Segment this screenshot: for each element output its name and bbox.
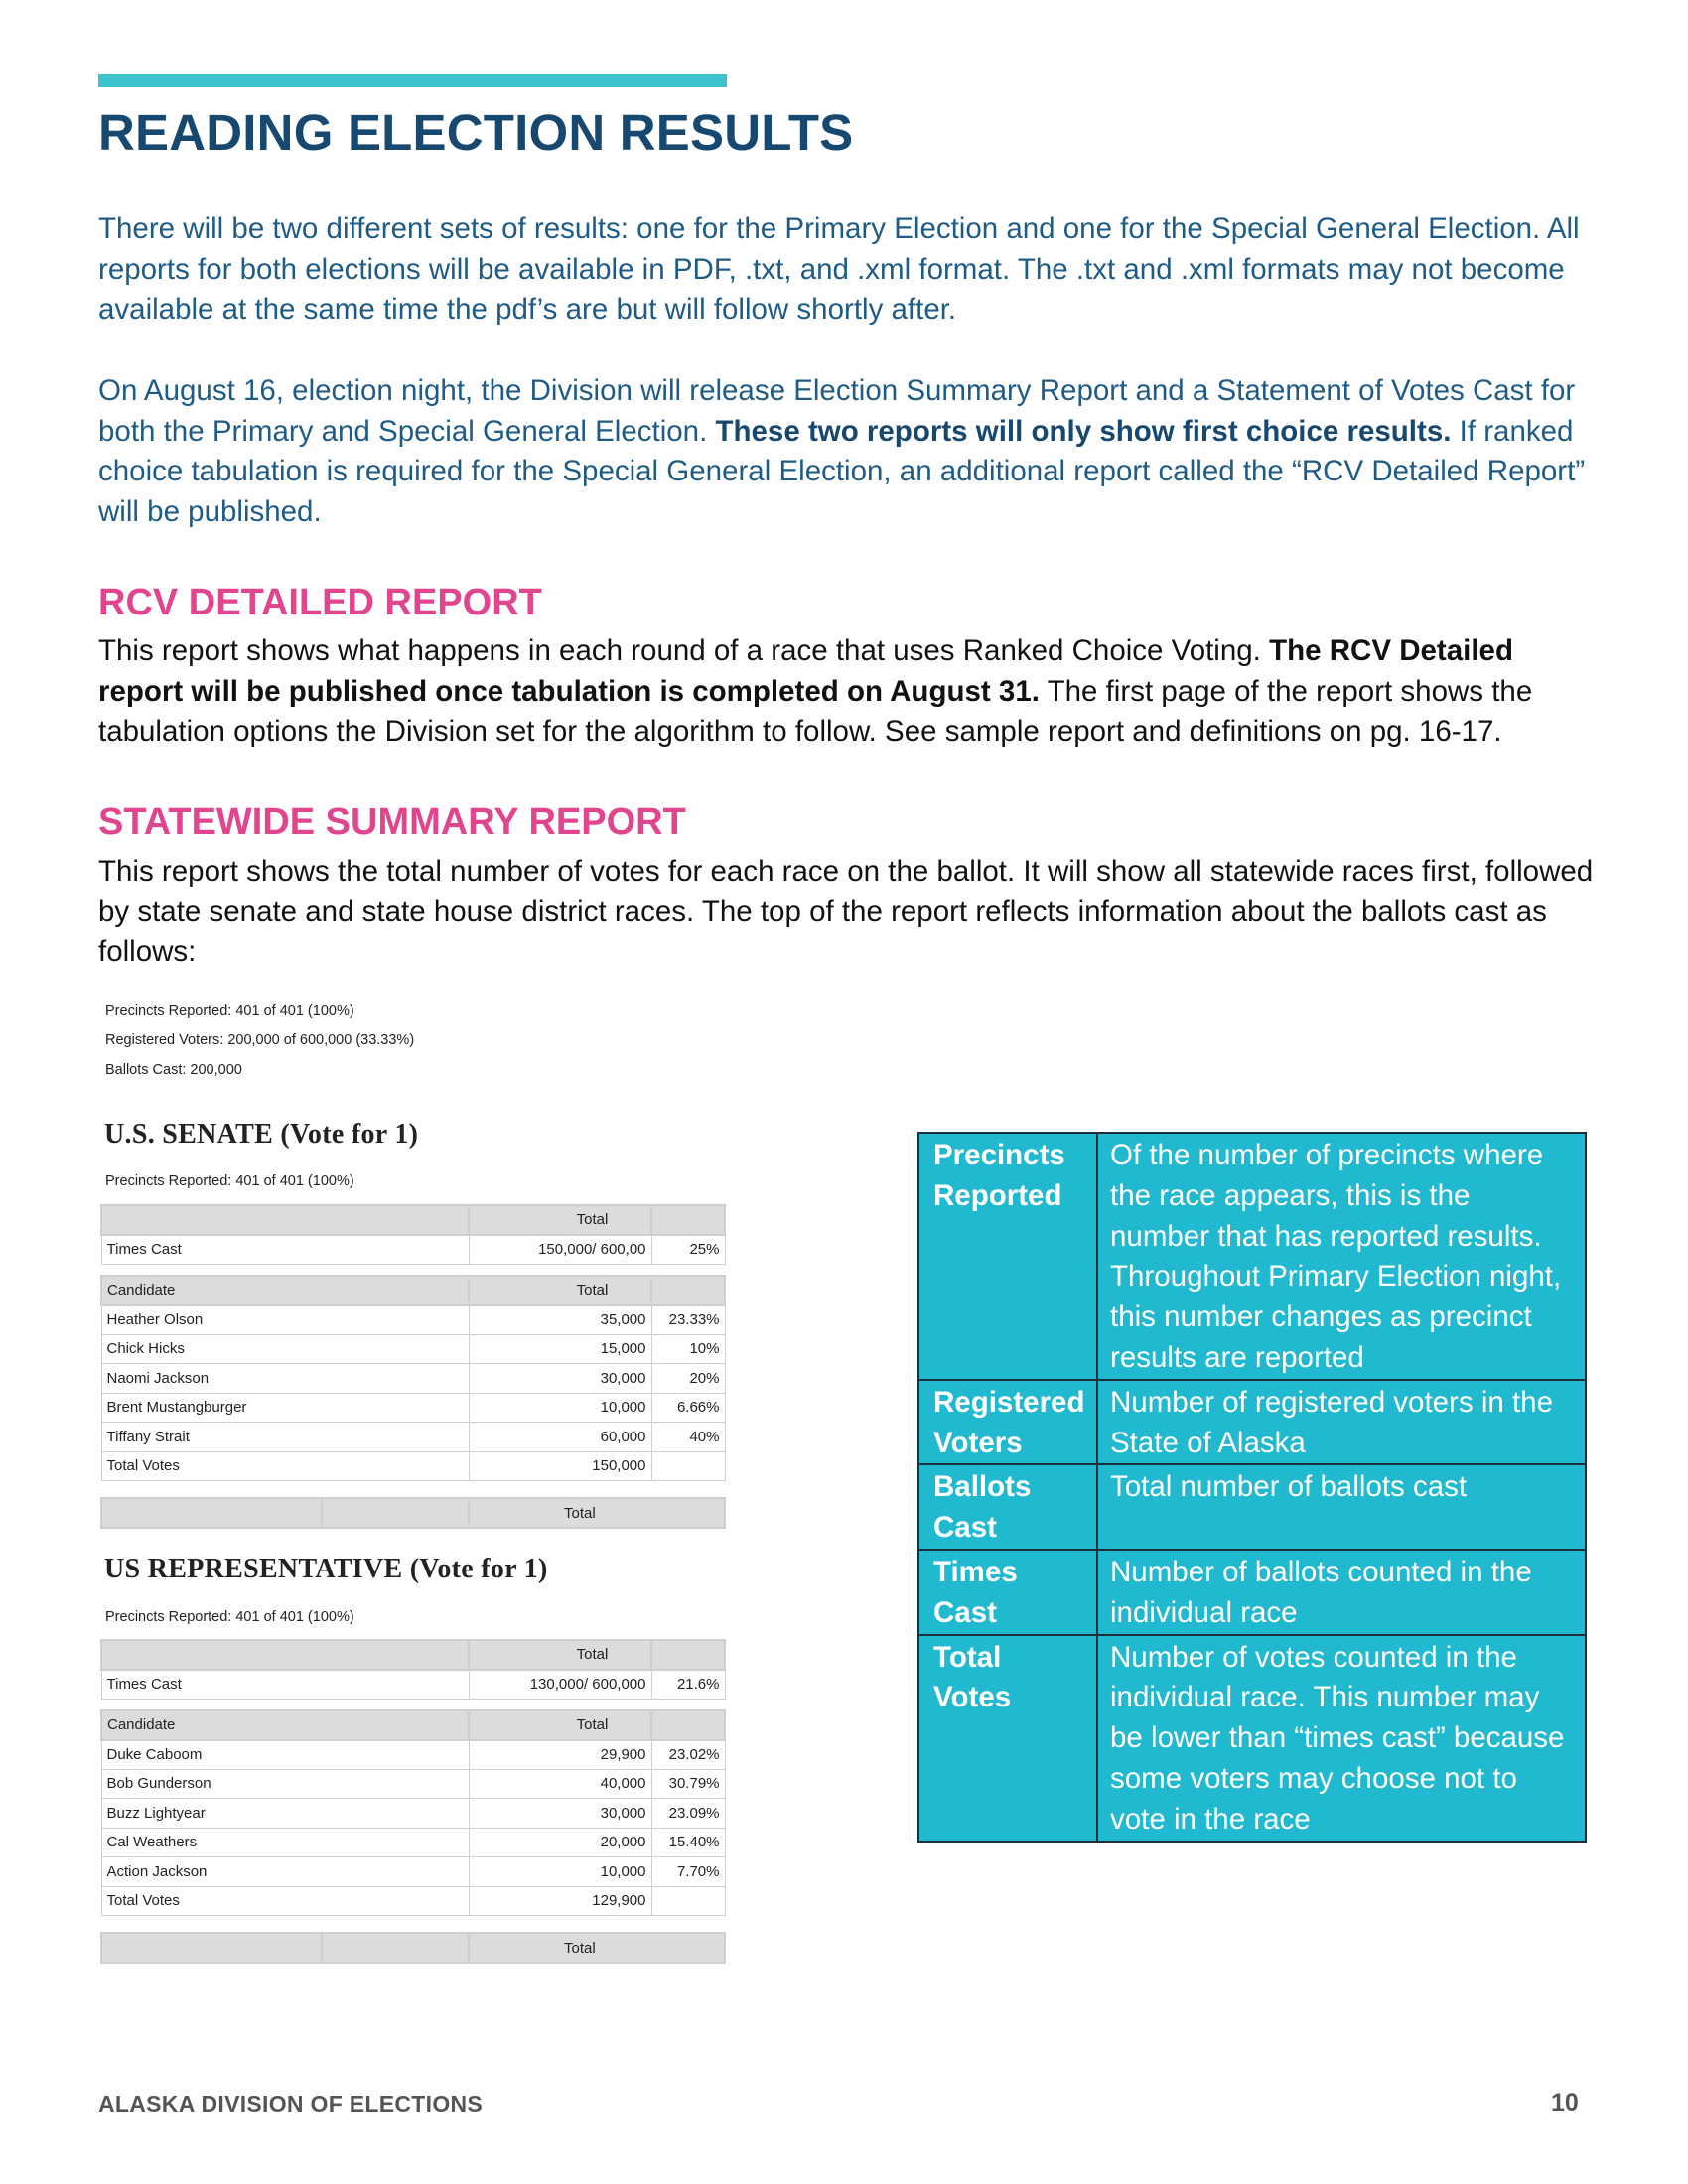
- report-registered-voters: Registered Voters: 200,000 of 600,000 (33.33%): [105, 1032, 415, 1048]
- footer-total-label: Total: [469, 1933, 725, 1963]
- candidate-name: Brent Mustangburger: [101, 1393, 469, 1423]
- candidate-pct: 23.02%: [651, 1740, 725, 1770]
- candidate-pct: 10%: [651, 1334, 725, 1364]
- race-footer-table: [100, 1497, 726, 1529]
- definition-desc: Number of registered voters in the State of Alaska: [1097, 1380, 1586, 1465]
- candidate-total: 20,000: [469, 1828, 651, 1857]
- summary-section-heading: STATEWIDE SUMMARY REPORT: [98, 801, 686, 843]
- definition-row: [918, 1550, 1586, 1635]
- definition-term: Ballots Cast: [918, 1464, 1097, 1550]
- candidate-pct: 40%: [651, 1423, 725, 1452]
- rcv-text-emphasis: The RCV Detailed report will be published once tabulation is completed on August 31.: [98, 634, 1513, 708]
- table-row: [101, 1334, 725, 1364]
- table-row: [101, 1828, 725, 1857]
- definition-desc: Number of votes counted in the individual race. This number may be lower than “times cast” because some voters may choose not to vote in the race: [1097, 1635, 1586, 1842]
- page-title: READING ELECTION RESULTS: [98, 104, 854, 161]
- definition-row: [918, 1133, 1586, 1380]
- definition-term: Precincts Reported: [918, 1133, 1097, 1380]
- race-results-table: [100, 1639, 726, 1916]
- table-row: [101, 1670, 725, 1700]
- page-number: 10: [1551, 2089, 1579, 2116]
- race-footer-table: [100, 1932, 726, 1964]
- race-title: US REPRESENTATIVE (Vote for 1): [104, 1554, 548, 1584]
- times-cast-value: 130,000/ 600,000: [469, 1670, 651, 1700]
- race-precincts: Precincts Reported: 401 of 401 (100%): [105, 1173, 354, 1189]
- table-row: [101, 1886, 725, 1916]
- col-header-total: Total: [469, 1205, 651, 1235]
- table-row: [101, 1305, 725, 1335]
- intro-paragraph-2: [98, 371, 1598, 532]
- table-row: [101, 1740, 725, 1770]
- times-cast-pct: 21.6%: [651, 1670, 725, 1700]
- candidate-name: Bob Gunderson: [101, 1769, 469, 1799]
- candidate-pct: 30.79%: [651, 1769, 725, 1799]
- table-row: [101, 1235, 725, 1265]
- definitions-table: [917, 1132, 1587, 1843]
- definition-row: [918, 1635, 1586, 1842]
- total-votes-value: 150,000: [469, 1451, 651, 1481]
- candidate-name: Duke Caboom: [101, 1740, 469, 1770]
- times-cast-pct: 25%: [651, 1235, 725, 1265]
- candidate-name: Action Jackson: [101, 1857, 469, 1887]
- candidate-pct: 23.33%: [651, 1305, 725, 1335]
- table-row: [101, 1799, 725, 1829]
- definition-desc: Total number of ballots cast: [1097, 1464, 1586, 1550]
- candidate-total: 29,900: [469, 1740, 651, 1770]
- report-precincts-reported: Precincts Reported: 401 of 401 (100%): [105, 1003, 354, 1019]
- candidate-pct: 20%: [651, 1364, 725, 1394]
- candidate-pct: 7.70%: [651, 1857, 725, 1887]
- candidate-pct: 6.66%: [651, 1393, 725, 1423]
- intro-p2-emphasis: These two reports will only show first choice results.: [715, 414, 1452, 448]
- footer-total-label: Total: [469, 1498, 725, 1528]
- candidate-total: 35,000: [469, 1305, 651, 1335]
- accent-bar: [98, 74, 727, 87]
- summary-section-text: This report shows the total number of votes for each race on the ballot. It will show all statewide races first, followed by state senate and state house district races. The top of the report reflects information about the ballots cast as follows:: [98, 855, 1594, 968]
- rcv-section-text: [98, 631, 1598, 752]
- times-cast-value: 150,000/ 600,00: [469, 1235, 651, 1265]
- rcv-text-b: The first page of the report shows the tabulation options the Division set for the algorithm to follow. See sample report and definitions on pg. 16-17.: [98, 674, 1533, 748]
- footer-org-name: ALASKA DIVISION OF ELECTIONS: [98, 2091, 484, 2116]
- total-votes-label: Total Votes: [101, 1451, 469, 1481]
- candidate-name: Buzz Lightyear: [101, 1799, 469, 1829]
- candidate-name: Heather Olson: [101, 1305, 469, 1335]
- col-header-total: Total: [469, 1640, 651, 1670]
- definition-term: Times Cast: [918, 1550, 1097, 1635]
- definition-desc: Of the number of precincts where the race appears, this is the number that has reported results. Throughout Primary Election night, this number changes as precinct results are reported: [1097, 1133, 1586, 1380]
- definition-row: [918, 1380, 1586, 1465]
- candidate-total: 10,000: [469, 1857, 651, 1887]
- rcv-section-heading: RCV DETAILED REPORT: [98, 582, 542, 623]
- candidate-name: Chick Hicks: [101, 1334, 469, 1364]
- candidate-name: Naomi Jackson: [101, 1364, 469, 1394]
- col-header-candidate: Candidate: [101, 1276, 469, 1305]
- times-cast-label: Times Cast: [101, 1670, 469, 1700]
- candidate-total: 10,000: [469, 1393, 651, 1423]
- candidate-total: 40,000: [469, 1769, 651, 1799]
- candidate-name: Cal Weathers: [101, 1828, 469, 1857]
- race-results-table: [100, 1204, 726, 1481]
- intro-p1-text: There will be two different sets of results: one for the Primary Election and one for the Special General Election. All reports for both elections will be available in PDF, .txt, and .xml format. The .txt and .xml formats may not become available at the same time the pdf’s are but will follow shortly after.: [98, 212, 1580, 326]
- intro-p2-text-a: On August 16, election night, the Division will release Election Summary Report and a Statement of Votes Cast for both the Primary and Special General Election.: [98, 374, 1576, 448]
- candidate-total: 30,000: [469, 1799, 651, 1829]
- intro-paragraph-1: [98, 209, 1588, 331]
- definition-row: [918, 1464, 1586, 1550]
- candidate-total: 30,000: [469, 1364, 651, 1394]
- table-row: [101, 1423, 725, 1452]
- report-ballots-cast: Ballots Cast: 200,000: [105, 1062, 242, 1078]
- intro-p2-text-b: If ranked choice tabulation is required for the Special General Election, an additional report called the “RCV Detailed Report” will be published.: [98, 414, 1586, 528]
- definition-term: Total Votes: [918, 1635, 1097, 1842]
- race-title: U.S. SENATE (Vote for 1): [104, 1119, 419, 1150]
- rcv-text-a: This report shows what happens in each round of a race that uses Ranked Choice Voting.: [98, 634, 1270, 667]
- candidate-total: 60,000: [469, 1423, 651, 1452]
- definition-term: Registered Voters: [918, 1380, 1097, 1465]
- race-precincts: Precincts Reported: 401 of 401 (100%): [105, 1609, 354, 1625]
- table-row: [101, 1769, 725, 1799]
- times-cast-label: Times Cast: [101, 1235, 469, 1265]
- definition-desc: Number of ballots counted in the individual race: [1097, 1550, 1586, 1635]
- candidate-pct: 15.40%: [651, 1828, 725, 1857]
- col-header-candidate: Candidate: [101, 1710, 469, 1740]
- candidate-name: Tiffany Strait: [101, 1423, 469, 1452]
- candidate-pct: 23.09%: [651, 1799, 725, 1829]
- table-row: [101, 1393, 725, 1423]
- table-row: [101, 1364, 725, 1394]
- col-header-total: Total: [469, 1276, 651, 1305]
- total-votes-label: Total Votes: [101, 1886, 469, 1916]
- candidate-total: 15,000: [469, 1334, 651, 1364]
- table-row: [101, 1857, 725, 1887]
- col-header-total: Total: [469, 1710, 651, 1740]
- total-votes-value: 129,900: [469, 1886, 651, 1916]
- table-row: [101, 1451, 725, 1481]
